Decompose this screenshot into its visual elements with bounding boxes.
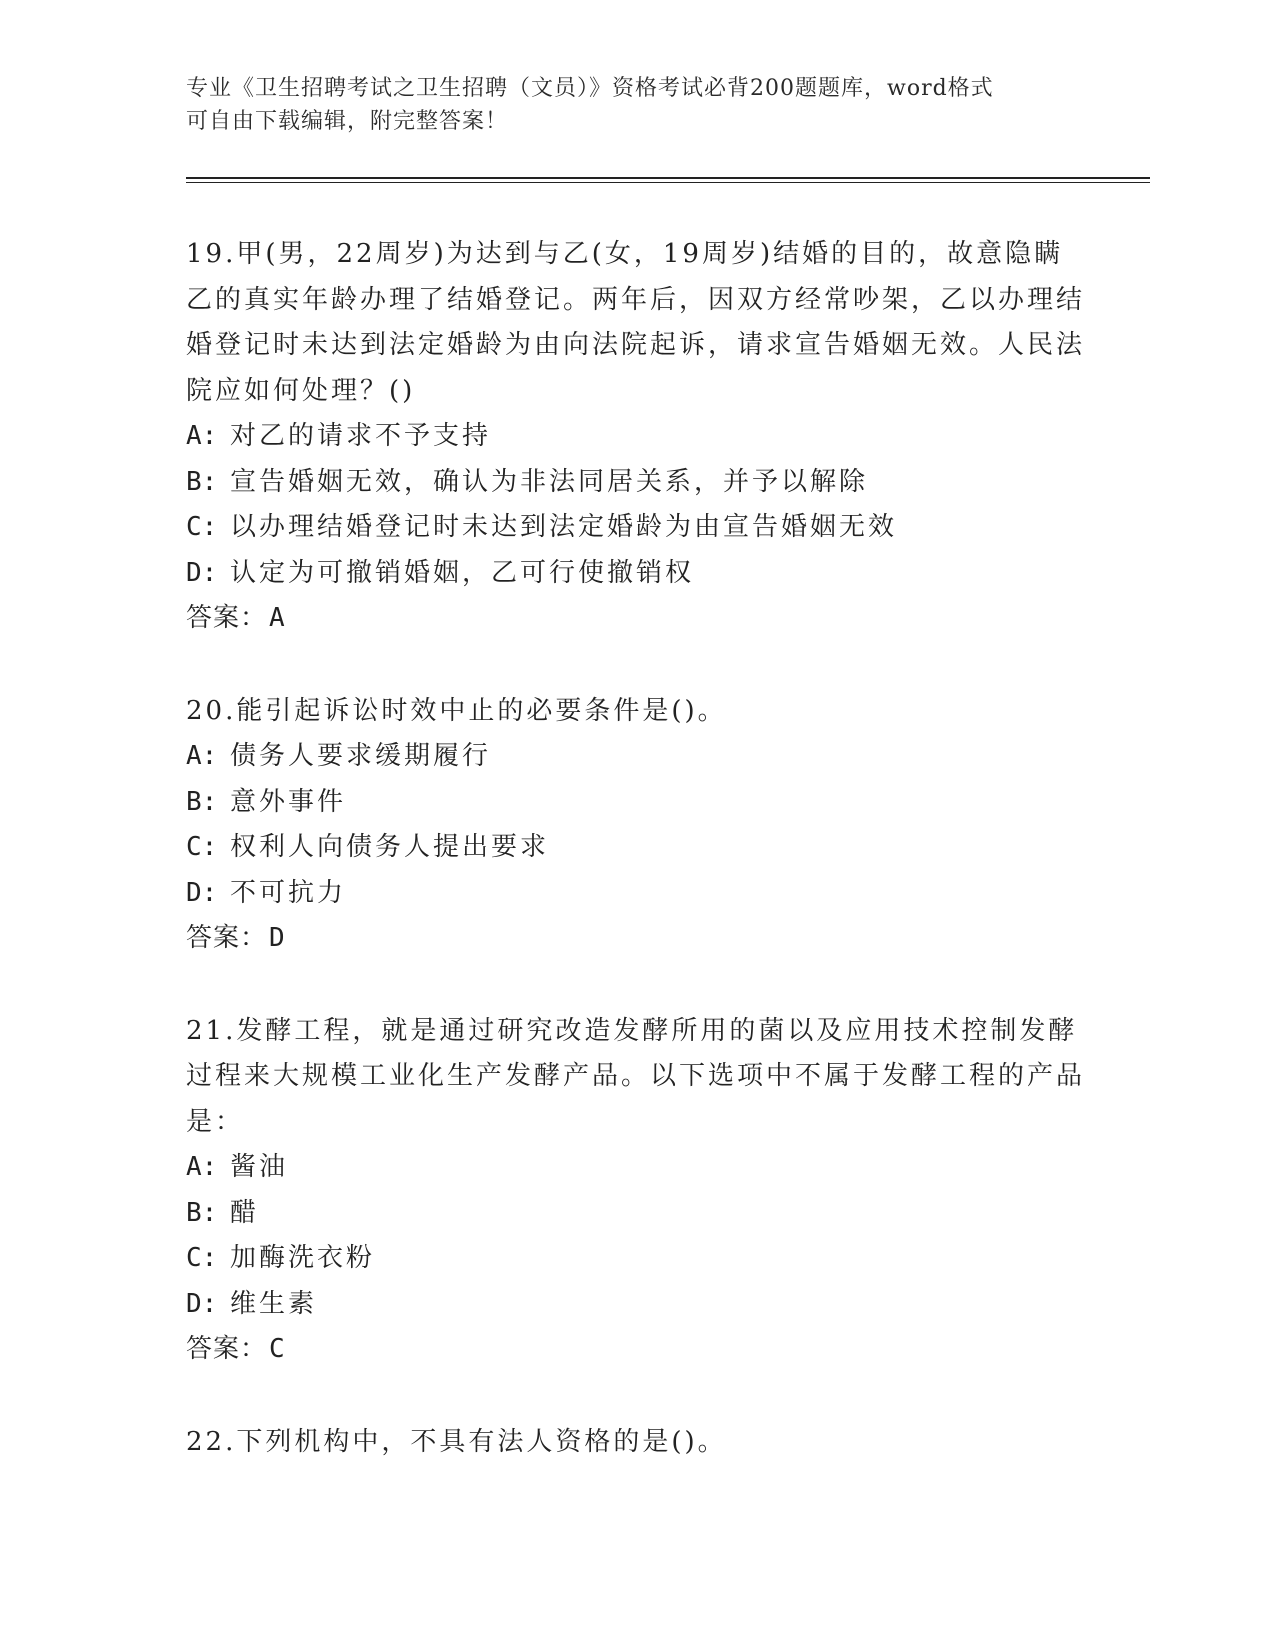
question-body: 甲(男，22周岁)为达到与乙(女，19周岁)结婚的目的，故意隐瞒乙的真实年龄办理了结婚登记。两年后，因双方经常吵架，乙以办理结婚登记时未达到法定婚龄为由向法院起诉，请求宣告婚姻无效。人民法院应如何处理？() bbox=[186, 239, 1086, 406]
question-list bbox=[186, 232, 1086, 1512]
question-text bbox=[186, 1420, 1086, 1466]
answer-label: 答案： bbox=[186, 1334, 268, 1364]
option-text: 醋 bbox=[230, 1197, 260, 1228]
option-text: 加酶洗衣粉 bbox=[230, 1243, 376, 1273]
question-19 bbox=[186, 232, 1086, 642]
question-number: 22. bbox=[186, 1426, 237, 1457]
option-d bbox=[186, 1282, 1086, 1328]
header-divider-thin bbox=[186, 182, 1150, 183]
option-text: 权利人向债务人提出要求 bbox=[230, 832, 550, 862]
answer-line bbox=[186, 1327, 1086, 1373]
option-text: 宣告婚姻无效，确认为非法同居关系，并予以解除 bbox=[230, 466, 869, 497]
header-title-line-2: 可自由下载编辑，附完整答案！ bbox=[186, 109, 509, 134]
header-divider bbox=[186, 177, 1150, 179]
question-number: 21. bbox=[186, 1015, 237, 1046]
option-letter: C: bbox=[186, 512, 218, 542]
answer-line bbox=[186, 916, 1086, 962]
answer-label: 答案： bbox=[186, 923, 268, 953]
option-letter: A: bbox=[186, 741, 218, 771]
option-d bbox=[186, 551, 1086, 597]
option-c bbox=[186, 825, 1086, 871]
option-letter: A: bbox=[186, 1152, 218, 1182]
answer-value: D bbox=[269, 923, 286, 953]
question-22 bbox=[186, 1420, 1086, 1466]
answer-value: A bbox=[269, 603, 286, 633]
option-a bbox=[186, 734, 1086, 780]
question-text bbox=[186, 1009, 1086, 1146]
option-letter: B: bbox=[186, 1197, 218, 1228]
option-letter: C: bbox=[186, 832, 218, 862]
option-letter: B: bbox=[186, 786, 218, 817]
answer-value: C bbox=[269, 1334, 286, 1364]
question-20 bbox=[186, 689, 1086, 962]
option-text: 认定为可撤销婚姻，乙可行使撤销权 bbox=[230, 557, 695, 588]
option-c bbox=[186, 505, 1086, 551]
option-a bbox=[186, 1145, 1086, 1191]
question-21 bbox=[186, 1009, 1086, 1373]
question-text bbox=[186, 232, 1086, 414]
option-b bbox=[186, 780, 1086, 826]
header-title-line-1: 专业《卫生招聘考试之卫生招聘（文员）》资格考试必背200题题库，word格式 bbox=[186, 76, 994, 101]
option-b bbox=[186, 460, 1086, 506]
option-text: 维生素 bbox=[230, 1288, 318, 1319]
option-b bbox=[186, 1191, 1086, 1237]
option-a bbox=[186, 414, 1086, 460]
question-text bbox=[186, 689, 1086, 735]
option-d bbox=[186, 871, 1086, 917]
option-text: 意外事件 bbox=[230, 786, 347, 817]
option-letter: D: bbox=[186, 877, 218, 908]
option-letter: D: bbox=[186, 1288, 218, 1319]
option-text: 以办理结婚登记时未达到法定婚龄为由宣告婚姻无效 bbox=[230, 512, 898, 542]
option-letter: A: bbox=[186, 421, 218, 451]
question-body: 下列机构中，不具有法人资格的是()。 bbox=[236, 1426, 727, 1457]
option-text: 对乙的请求不予支持 bbox=[230, 421, 492, 451]
option-c bbox=[186, 1236, 1086, 1282]
option-letter: B: bbox=[186, 466, 218, 497]
question-body: 发酵工程，就是通过研究改造发酵所用的菌以及应用技术控制发酵过程来大规模工业化生产发酵产品。以下选项中不属于发酵工程的产品是： bbox=[186, 1015, 1086, 1137]
option-letter: D: bbox=[186, 557, 218, 588]
option-text: 不可抗力 bbox=[230, 877, 347, 908]
question-body: 能引起诉讼时效中止的必要条件是()。 bbox=[236, 695, 727, 726]
question-number: 20. bbox=[186, 695, 237, 726]
question-number: 19. bbox=[186, 239, 237, 269]
option-text: 酱油 bbox=[230, 1152, 289, 1182]
option-text: 债务人要求缓期履行 bbox=[230, 741, 492, 771]
option-letter: C: bbox=[186, 1243, 218, 1273]
answer-label: 答案： bbox=[186, 603, 268, 633]
document-header bbox=[186, 72, 1086, 138]
answer-line bbox=[186, 596, 1086, 642]
